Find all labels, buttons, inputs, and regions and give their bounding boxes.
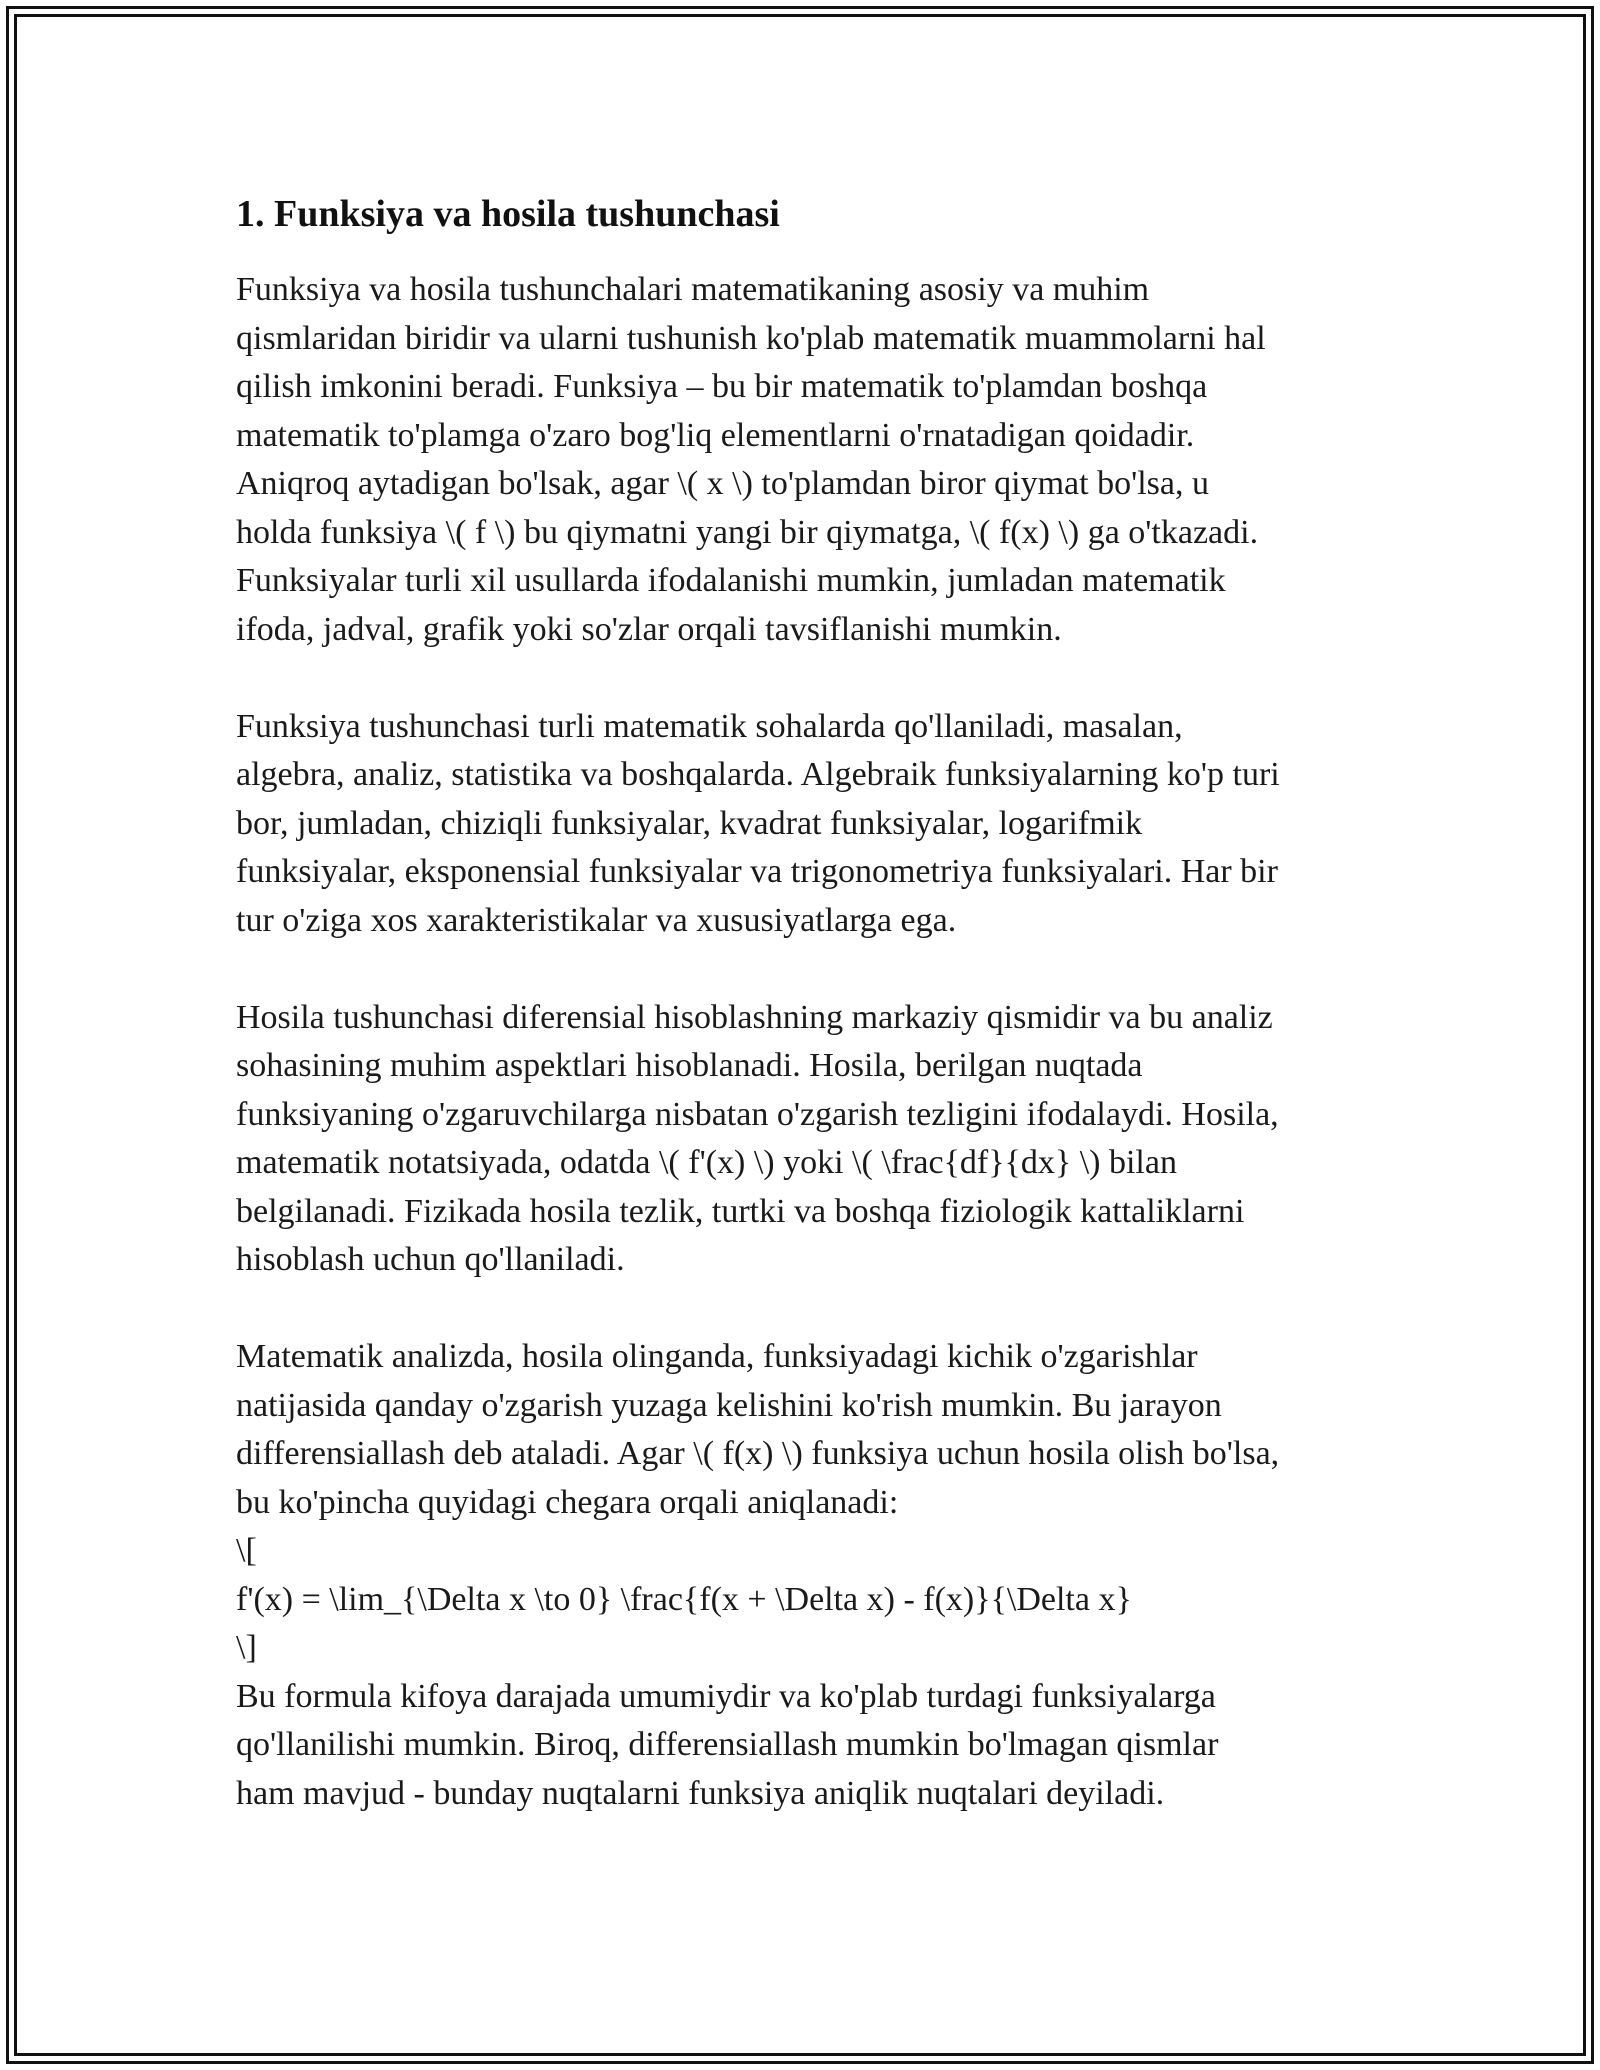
paragraph-derivative-concept: Hosila tushunchasi diferensial hisoblashning markaziy qismidir va bu analiz sohasining muhim aspektlari hisoblanadi. Hosila, berilgan nuqtada funksiyaning o'zgaruvchilarga nisbatan o'zgarish tezligini ifodalaydi. Hosila, matematik notatsiyada, odatda \( f'(x) \) yoki \( \frac{df}{dx} \) bilan belgilanadi. Fizikada hosila tezlik, turtki va boshqa fiziologik kattaliklarni hisoblash uchun qo'llaniladi. (236, 998, 1279, 1278)
paragraph-function-definition: Funksiya va hosila tushunchalari matematikaning asosiy va muhim qismlaridan biridir va ularni tushunish ko'plab matematik muammolarni hal qilish imkonini beradi. Funksiya – bu bir matematik to'plamdan boshqa matematik to'plamga o'zaro bog'liq elementlarni o'rnatadigan qoidadir. Aniqroq aytadigan bo'lsak, agar \( x \) to'plamdan biror qiymat bo'lsa, u holda funksiya \( f \) bu qiymatni yangi bir qiymatga, \( f(x) \) ga o'tkazadi. Funksiyalar turli xil usullarda ifodalanishi mumkin, jumladan matematik ifoda, jadval, grafik yoki so'zlar orqali tavsiflanishi mumkin. (236, 271, 1266, 648)
paragraph-spacer (236, 945, 1376, 994)
document-body (236, 186, 1376, 1818)
paragraph-differentiation-formula: Matematik analizda, hosila olinganda, funksiyadagi kichik o'zgarishlar natijasida qanday o'zgarish yuzaga kelishini ko'rish mumkin. Bu jarayon differensiallash deb ataladi. Agar \( f(x) \) funksiya uchun hosila olish bo'lsa, bu ko'pincha quyidagi chegara orqali aniqlanadi: \[ f'(x) = \lim_{\Delta x \to 0} \frac{f(x + \Delta x) - f(x)}{\Delta x} \] Bu formula kifoya darajada umumiydir va ko'plab turdagi funksiyalarga qo'llanilishi mumkin. Biroq, differensiallash mumkin bo'lmagan qismlar ham mavjud - bunday nuqtalarni funksiya aniqlik nuqtalari deyiladi. (236, 1338, 1280, 1812)
paragraph-function-types: Funksiya tushunchasi turli matematik sohalarda qo'llaniladi, masalan, algebra, analiz, statistika va boshqalarda. Algebraik funksiyalarning ko'p turi bor, jumladan, chiziqli funksiyalar, kvadrat funksiyalar, logarifmik funksiyalar, eksponensial funksiyalar va trigonometriya funksiyalari. Har bir tur o'ziga xos xarakteristikalar va xususiyatlarga ega. (236, 707, 1280, 939)
section-heading: 1. Funksiya va hosila tushunchasi (236, 193, 780, 235)
paragraph-spacer (236, 1285, 1376, 1334)
paragraph-spacer (236, 654, 1376, 703)
